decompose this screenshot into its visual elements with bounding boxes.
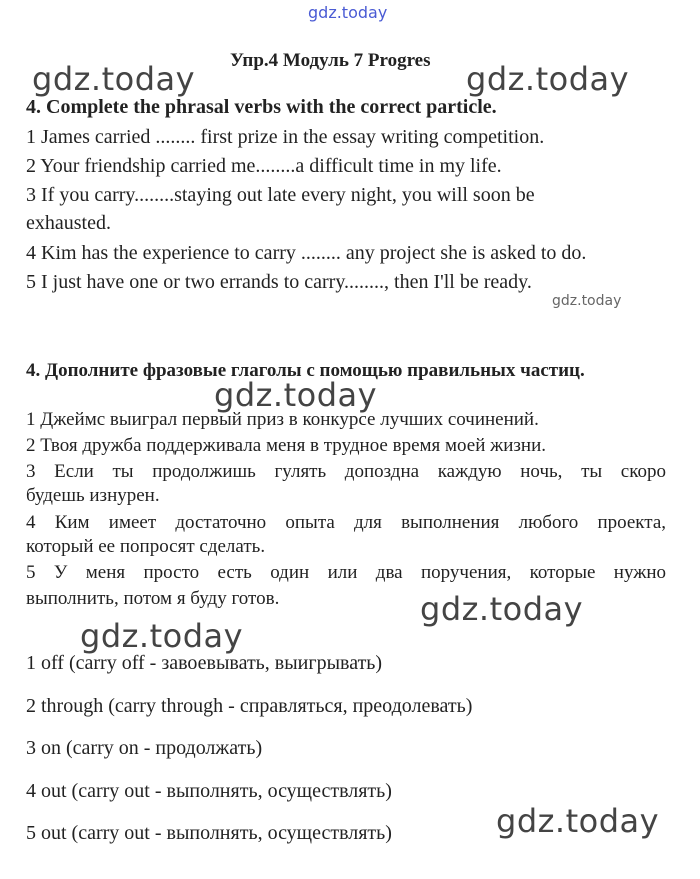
- english-line: 4 Kim has the experience to carry ........ any project she is asked to do.: [26, 242, 587, 264]
- russian-line: 2 Твоя дружба поддерживала меня в трудное время моей жизни.: [26, 435, 547, 456]
- watermark-top: gdz.today: [308, 3, 388, 22]
- answer-line: 2 through (carry through - справляться, преодолевать): [26, 695, 473, 717]
- watermark: gdz.today: [80, 617, 244, 655]
- watermark: gdz.today: [32, 60, 196, 98]
- answer-line: 5 out (carry out - выполнять, осуществлять): [26, 822, 392, 844]
- russian-line: 5 У меня просто есть один или два поручения, которые нужно: [26, 562, 666, 583]
- watermark: gdz.today: [420, 590, 584, 628]
- page-title: Упр.4 Модуль 7 Progres: [230, 50, 431, 71]
- answer-line: 3 on (carry on - продолжать): [26, 737, 263, 759]
- english-line: 2 Your friendship carried me........a difficult time in my life.: [26, 155, 502, 177]
- english-line: 3 If you carry........staying out late every night, you will soon be: [26, 184, 535, 206]
- watermark: gdz.today: [214, 376, 378, 414]
- answer-line: 4 out (carry out - выполнять, осуществлять): [26, 780, 392, 802]
- english-heading: 4. Complete the phrasal verbs with the correct particle.: [26, 96, 497, 118]
- russian-line: выполнить, потом я буду готов.: [26, 588, 280, 609]
- russian-line: 4 Ким имеет достаточно опыта для выполнения любого проекта,: [26, 512, 666, 533]
- russian-line: который ее попросят сделать.: [26, 536, 266, 557]
- watermark-small: gdz.today: [552, 293, 622, 309]
- watermark: gdz.today: [466, 60, 630, 98]
- russian-heading: 4. Дополните фразовые глаголы с помощью правильных частиц.: [26, 360, 585, 381]
- english-line: 5 I just have one or two errands to carry........, then I'll be ready.: [26, 271, 532, 293]
- watermark: gdz.today: [496, 802, 660, 840]
- russian-line: 3 Если ты продолжишь гулять допоздна каждую ночь, ты скоро: [26, 461, 666, 482]
- russian-line: 1 Джеймс выиграл первый приз в конкурсе лучших сочинений.: [26, 409, 539, 430]
- russian-line: будешь изнурен.: [26, 485, 160, 506]
- english-line: 1 James carried ........ first prize in the essay writing competition.: [26, 126, 545, 148]
- answer-line: 1 off (carry off - завоевывать, выигрывать): [26, 652, 383, 674]
- english-line: exhausted.: [26, 212, 111, 234]
